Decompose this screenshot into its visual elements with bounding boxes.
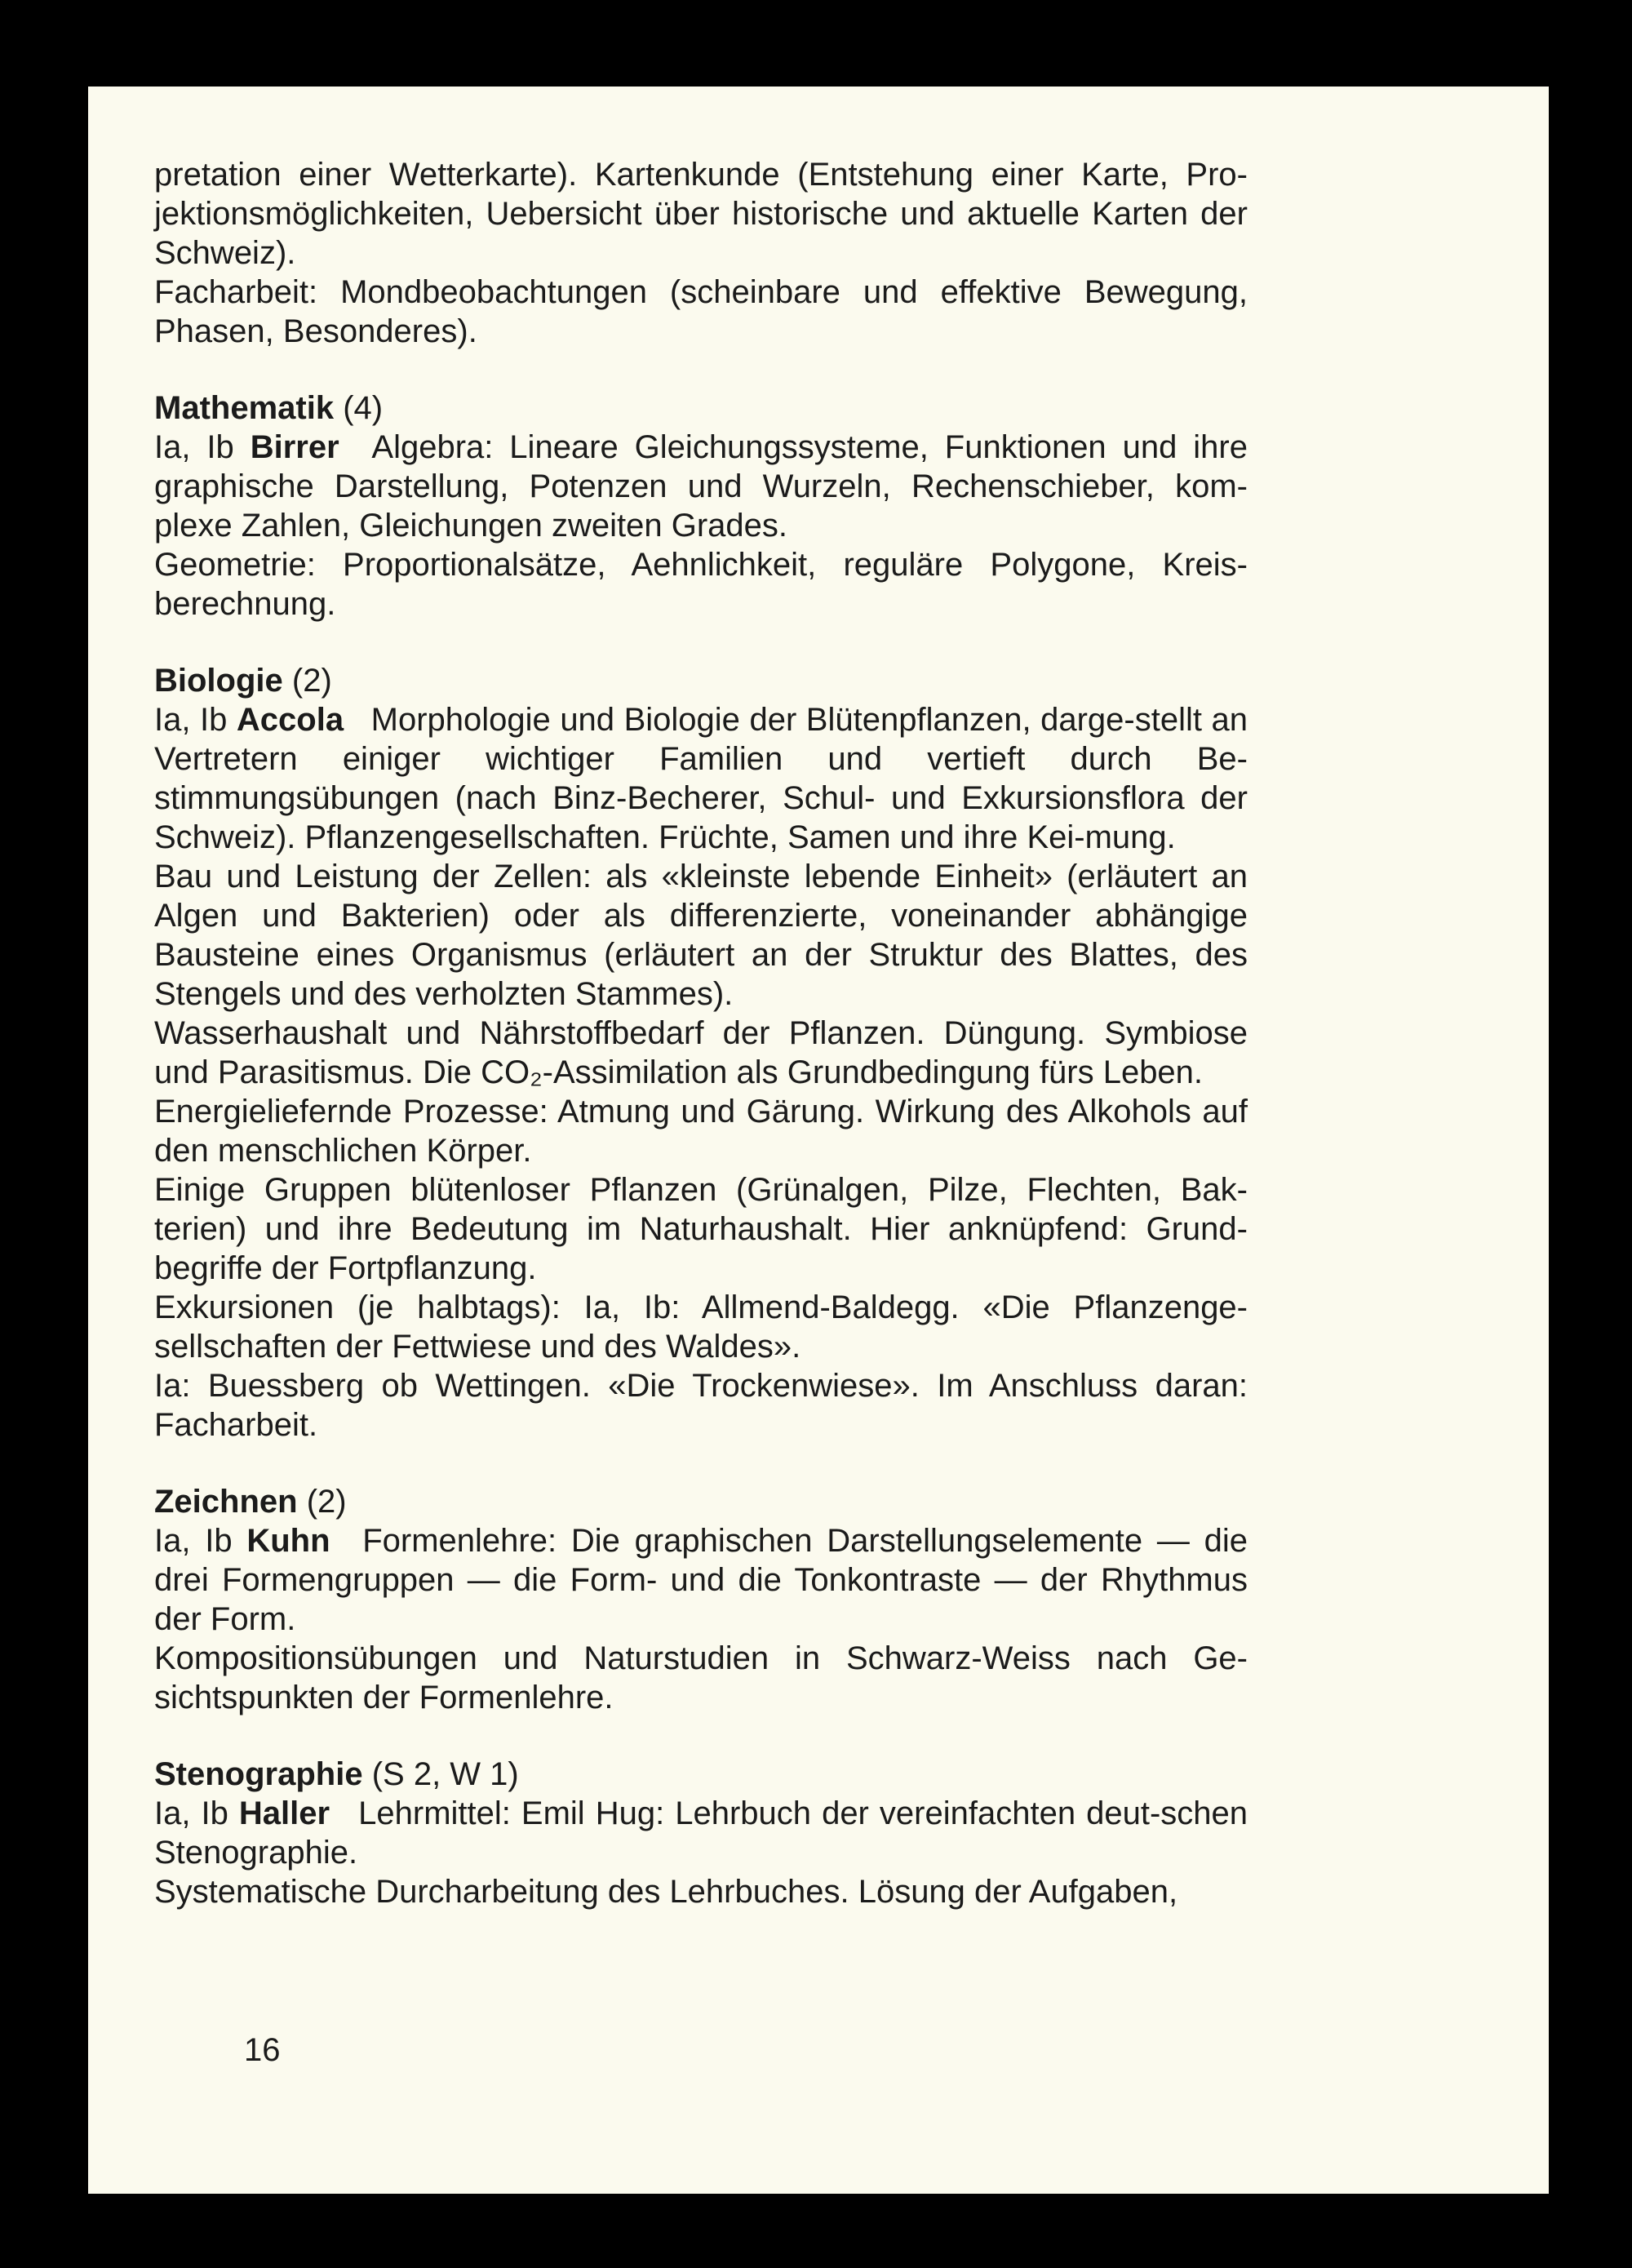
section-zeichnen <box>154 1482 1248 1717</box>
section-lead <box>154 428 1248 545</box>
section-lead-text: Morphologie und Biologie der Blütenpflanzen, darge-stellt an Vertretern einiger wichtiger Familien und vertieft durch Be-stimmungsübungen (nach Binz-Becherer, Schul- und Exkursionsflora der Schweiz). Pflanzengesellschaften. Früchte, Samen und ihre Kei-mung. <box>154 702 1248 855</box>
page-number: 16 <box>244 2032 281 2068</box>
intro-block <box>154 155 1248 351</box>
section-lead-text: Lehrmittel: Emil Hug: Lehrbuch der vereinfachten deut-schen Stenographie. <box>154 1795 1248 1871</box>
section-teacher: Accola <box>236 702 344 738</box>
section-paragraph: Kompositionsübungen und Naturstudien in Schwarz-Weiss nach Ge-sichtspunkten der Formenlehre. <box>154 1640 1248 1715</box>
section-paragraph: Wasserhaushalt und Nährstoffbedarf der Pflanzen. Düngung. Symbiose und Parasitismus. Die CO₂-Assimilation als Grundbedingung fürs Leben. <box>154 1015 1248 1090</box>
section-biologie <box>154 661 1248 1445</box>
section-heading <box>154 1482 1248 1521</box>
section-paragraph: Geometrie: Proportionalsätze, Aehnlichkeit, reguläre Polygone, Kreis-berechnung. <box>154 547 1248 622</box>
section-title: Biologie <box>154 663 283 699</box>
section-classes: Ia, Ib <box>154 1795 228 1831</box>
section-paragraph: Bau und Leistung der Zellen: als «kleinste lebende Einheit» (erläutert an Algen und Bakterien) oder als differenzierte, voneinander abhängige Bausteine eines Organismus (erläutert an der Struktur des Blattes, des Stengels und des verholzten Stammes). <box>154 859 1248 1012</box>
section-title: Stenographie <box>154 1756 363 1792</box>
section-paragraph: Exkursionen (je halbtags): Ia, Ib: Allmend-Baldegg. «Die Pflanzenge-sellschaften der Fettwiese und des Waldes». <box>154 1289 1248 1365</box>
section-heading <box>154 1755 1248 1794</box>
section-classes: Ia, Ib <box>154 429 234 465</box>
section-lead <box>154 1794 1248 1872</box>
section-mathematik <box>154 388 1248 624</box>
section-lead-text: Algebra: Lineare Gleichungssysteme, Funktionen und ihre graphische Darstellung, Potenzen und Wurzeln, Rechenschieber, kom-plexe Zahlen, Gleichungen zweiten Grades. <box>154 429 1248 544</box>
section-stenographie <box>154 1755 1248 1911</box>
section-paragraph: Einige Gruppen blütenloser Pflanzen (Grünalgen, Pilze, Flechten, Bak-terien) und ihre Bedeutung im Naturhaushalt. Hier anknüpfend: Grund-begriffe der Fortpflanzung. <box>154 1172 1248 1286</box>
section-hours: (2) <box>291 663 332 699</box>
section-lead <box>154 1521 1248 1639</box>
section-paragraph: Ia: Buessberg ob Wettingen. «Die Trockenwiese». Im Anschluss daran: Facharbeit. <box>154 1368 1248 1443</box>
section-lead-text: Formenlehre: Die graphischen Darstellungselemente — die drei Formengruppen — die Form- und die Tonkontraste — der Rhythmus der Form. <box>154 1523 1248 1637</box>
section-hours: (4) <box>343 390 384 426</box>
section-hours: (S 2, W 1) <box>371 1756 519 1792</box>
intro-paragraph: pretation einer Wetterkarte). Kartenkunde (Entstehung einer Karte, Pro-jektionsmöglichkeiten, Uebersicht über historische und aktuelle Karten der Schweiz). <box>154 157 1248 271</box>
page-content <box>154 155 1248 1911</box>
section-classes: Ia, Ib <box>154 702 228 738</box>
section-lead <box>154 700 1248 857</box>
section-title: Mathematik <box>154 390 335 426</box>
section-teacher: Birrer <box>250 429 339 465</box>
intro-paragraph: Facharbeit: Mondbeobachtungen (scheinbare und effektive Bewegung, Phasen, Besonderes). <box>154 274 1248 349</box>
section-paragraph: Energieliefernde Prozesse: Atmung und Gärung. Wirkung des Alkohols auf den menschlichen Körper. <box>154 1094 1248 1169</box>
section-title: Zeichnen <box>154 1484 298 1520</box>
section-teacher: Haller <box>238 1795 330 1831</box>
section-heading <box>154 661 1248 700</box>
section-heading <box>154 388 1248 428</box>
section-hours: (2) <box>306 1484 347 1520</box>
section-teacher: Kuhn <box>246 1523 330 1559</box>
section-classes: Ia, Ib <box>154 1523 233 1559</box>
section-paragraph: Systematische Durcharbeitung des Lehrbuches. Lösung der Aufgaben, <box>154 1874 1178 1910</box>
